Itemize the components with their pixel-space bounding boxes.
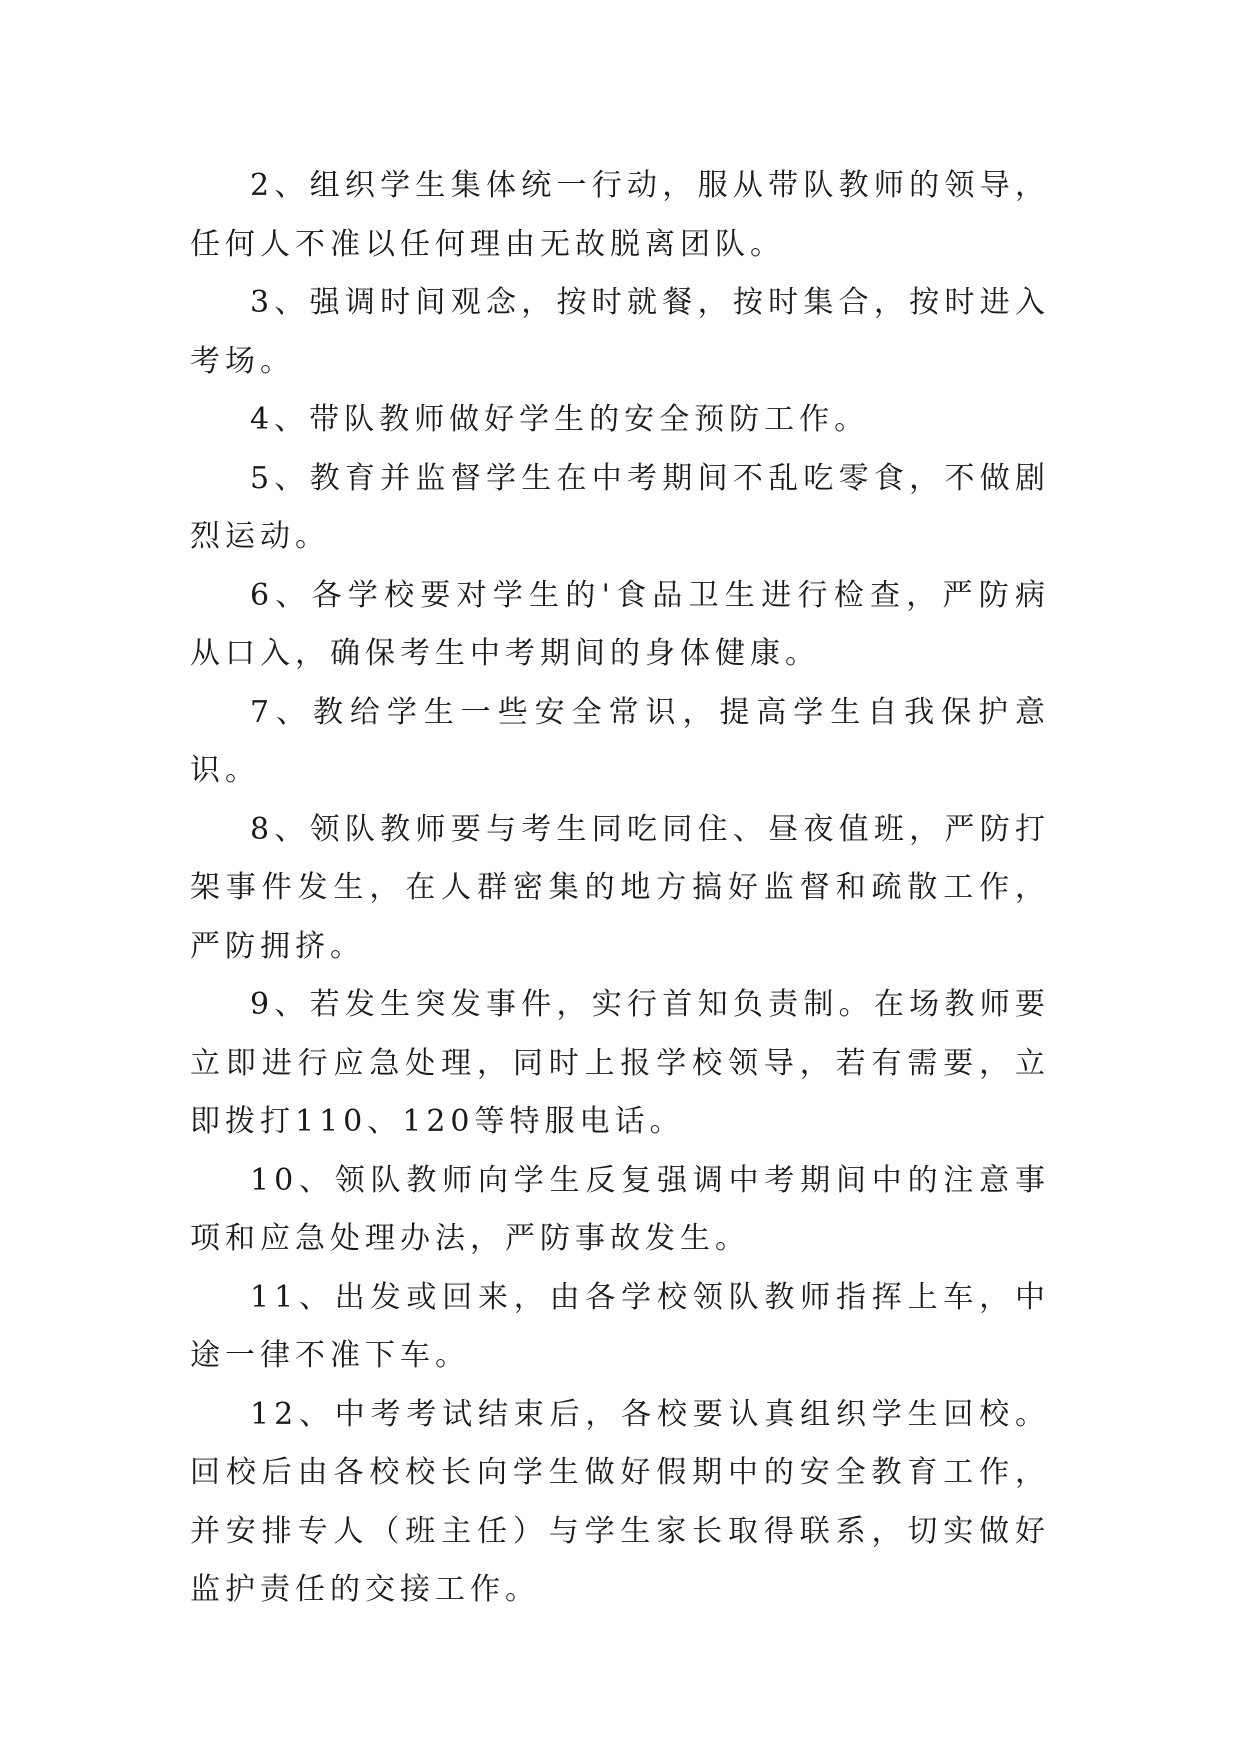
paragraph-item-3: 3、强调时间观念，按时就餐，按时集合，按时进入考场。 — [190, 285, 1050, 379]
paragraph-item-5: 5、教育并监督学生在中考期间不乱吃零食，不做剧烈运动。 — [190, 460, 1050, 554]
paragraph-item-4: 4、带队教师做好学生的安全预防工作。 — [250, 402, 870, 437]
paragraph-item-12: 12、中考考试结束后，各校要认真组织学生回校。回校后由各校校长向学生做好假期中的安全教育工作，并安排专人（班主任）与学生家长取得联系，切实做好监护责任的交接工作。 — [190, 1396, 1050, 1607]
paragraph-item-2: 2、组织学生集体统一行动，服从带队教师的领导，任何人不准以任何理由无故脱离团队。 — [190, 168, 1050, 262]
paragraph-item-11: 11、出发或回来，由各学校领队教师指挥上车，中途一律不准下车。 — [190, 1279, 1050, 1373]
document-body — [190, 157, 1050, 1620]
paragraph-item-6: 6、各学校要对学生的'食品卫生进行检查，严防病从口入，确保考生中考期间的身体健康。 — [190, 577, 1050, 671]
paragraph-item-8: 8、领队教师要与考生同吃同住、昼夜值班，严防打架事件发生，在人群密集的地方搞好监督和疏散工作，严防拥挤。 — [190, 811, 1050, 964]
paragraph-item-9: 9、若发生突发事件，实行首知负责制。在场教师要立即进行应急处理，同时上报学校领导，若有需要，立即拨打110、120等特服电话。 — [190, 987, 1050, 1139]
paragraph-item-10: 10、领队教师向学生反复强调中考期间中的注意事项和应急处理办法，严防事故发生。 — [190, 1162, 1050, 1256]
paragraph-item-7: 7、教给学生一些安全常识，提高学生自我保护意识。 — [190, 694, 1050, 788]
